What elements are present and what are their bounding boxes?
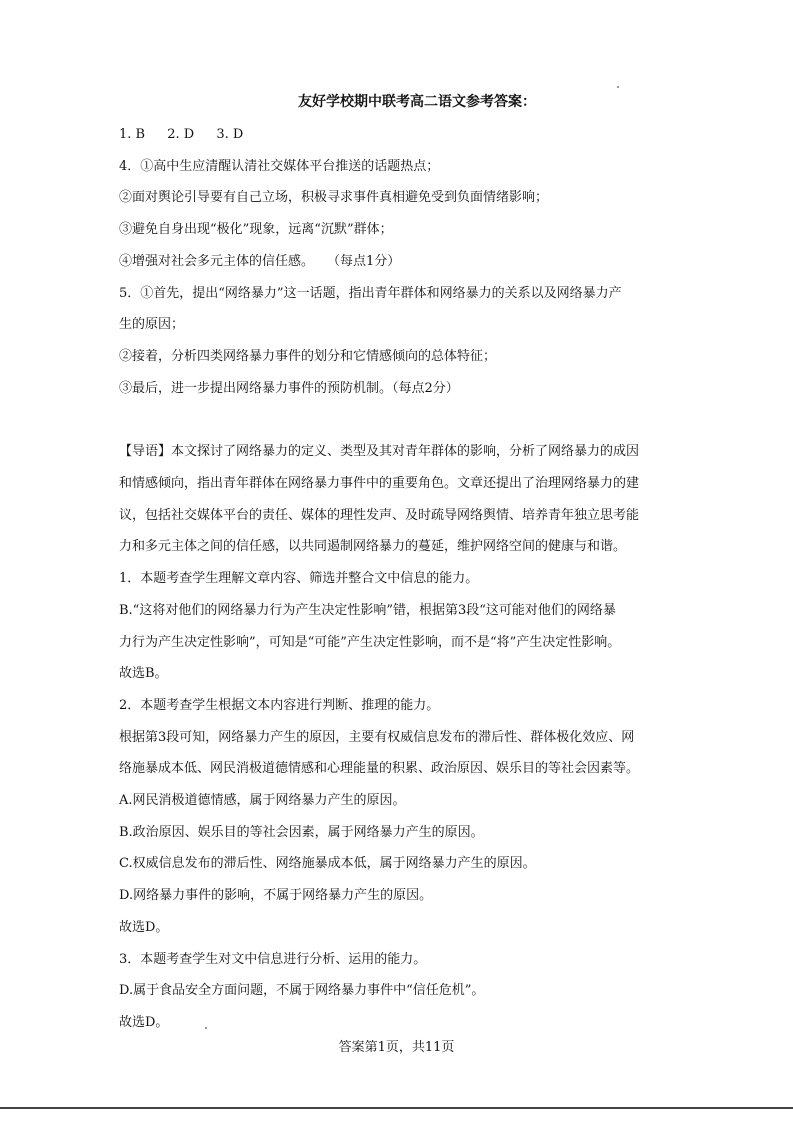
explanation-line: 1．本题考查学生理解文章内容、筛选并整合文中信息的能力。 <box>119 571 479 587</box>
explanation-line: 根据第3段可知，网络暴力产生的原因，主要有权威信息发布的滞后性、群体极化效应、网 <box>119 729 635 745</box>
explanation-line: A.网民消极道德情感，属于网络暴力产生的原因。 <box>119 793 406 809</box>
section-gap <box>119 404 685 436</box>
answer-2: 2. D <box>167 127 195 142</box>
page-footer: 答案第1页，共11页 <box>338 1040 455 1055</box>
q4-line: 4．①高中生应清醒认清社交媒体平台推送的话题热点； <box>119 158 440 174</box>
explanation-line: D.网络暴力事件的影响，不属于网络暴力产生的原因。 <box>119 888 433 904</box>
bottom-rule <box>0 1107 793 1109</box>
guide-line: 议，包括社交媒体平台的责任、媒体的理性发声、及时疏导网络舆情、培养青年独立思考能 <box>119 507 640 523</box>
q5-line: ③最后，进一步提出网络暴力事件的预防机制。（每点2分） <box>119 380 459 396</box>
explanation-line: 故选D。 <box>119 919 169 935</box>
explanation-line: 力行为产生决定性影响”，可知是“可能”产生决定性影响，而不是“将”产生决定性影响。 <box>119 634 621 650</box>
explanation-line: C.权威信息发布的滞后性、网络施暴成本低，属于网络暴力产生的原因。 <box>119 856 536 872</box>
q5-line: ②接着，分析四类网络暴力事件的划分和它情感倾向的总体特征； <box>119 348 497 364</box>
explanation-line: D.属于食品安全方面问题，不属于网络暴力事件中“信任危机”。 <box>119 983 485 999</box>
q5-line: 生的原因； <box>119 317 185 333</box>
guide-line: 力和多元主体之间的信任感，以共同遏制网络暴力的蔓延，维护网络空间的健康与和谐。 <box>119 539 627 555</box>
q4-line: ④增强对社会多元主体的信任感。 （每点1分） <box>119 253 401 269</box>
document-title: 友好学校期中联考高二语文参考答案： <box>298 94 536 110</box>
answer-key-row <box>119 119 685 151</box>
explanation-line: B.“这将对他们的网络暴力行为产生决定性影响”错，根据第3段“这可能对他们的网络暴 <box>119 602 616 618</box>
q4-line: ②面对舆论引导要有自己立场，积极寻求事件真相避免受到负面情绪影响； <box>119 190 549 206</box>
explanation-line: 故选B。 <box>119 666 168 682</box>
answer-1: 1. B <box>119 127 146 142</box>
explanation-line: 3．本题考查学生对文中信息进行分析、运用的能力。 <box>119 951 427 967</box>
scan-speck <box>617 86 619 88</box>
q5-line: 5．①首先，提出“网络暴力”这一话题，指出青年群体和网络暴力的关系以及网络暴力产 <box>119 285 622 301</box>
explanation-line: 故选D。 <box>119 1014 169 1030</box>
explanation-line: 2．本题考查学生根据文本内容进行判断、推理的能力。 <box>119 697 440 713</box>
explanation-line: 络施暴成本低、网民消极道德情感和心理能量的积累、政治原因、娱乐目的等社会因素等。 <box>119 761 640 777</box>
q4-line: ③避免自身出现“极化”现象，远离“沉默”群体； <box>119 222 393 238</box>
answer-3: 3. D <box>216 127 244 142</box>
document-body <box>119 93 685 1039</box>
explanation-line: B.政治原因、娱乐目的等社会因素，属于网络暴力产生的原因。 <box>119 824 484 840</box>
guide-line: 【导语】本文探讨了网络暴力的定义、类型及其对青年群体的影响，分析了网络暴力的成因 <box>119 444 640 460</box>
guide-line: 和情感倾向，指出青年群体在网络暴力事件中的重要角色。文章还提出了治理网络暴力的建 <box>119 476 640 492</box>
